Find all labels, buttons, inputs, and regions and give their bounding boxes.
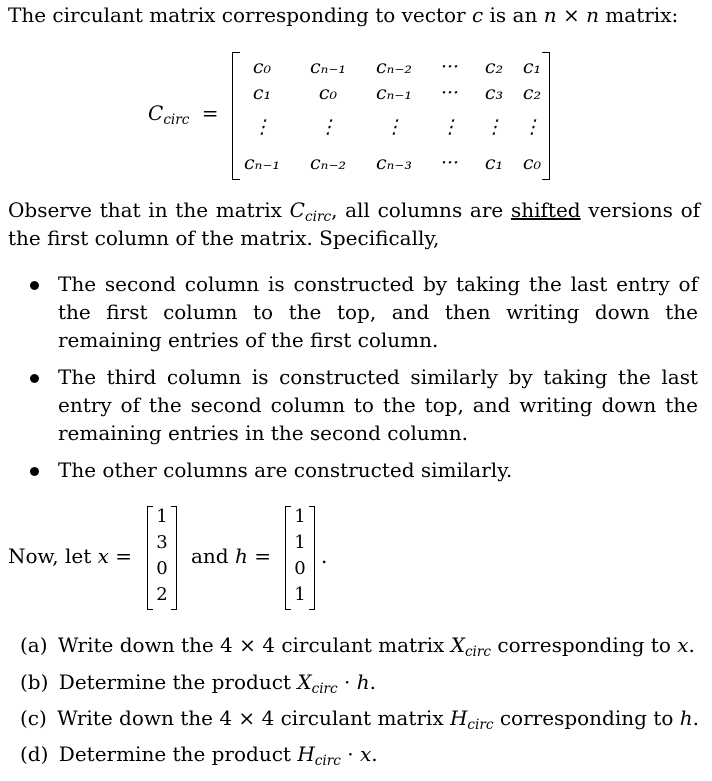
matrix-cell: ⋮ [318,116,338,138]
matrix-cell: ⋮ [522,116,542,138]
question-end: . [369,670,376,694]
matrix-cell: ··· [440,82,460,104]
matrix-lhs-sub: circ [163,112,190,129]
question-label: (a) [20,633,48,657]
question-sub: circ [311,681,338,698]
observe-paragraph [8,196,700,252]
matrix-cell: c₀ [318,82,338,104]
vector-period: . [321,544,328,568]
bullet-item-3: The other columns are constructed similarly. [58,458,513,482]
matrix-cell: c₀ [522,152,542,174]
matrix-cell: cₙ₋₁ [244,152,280,174]
matrix-cell: cₙ₋₂ [376,56,412,78]
question-text-post: · [340,742,360,766]
bullet-dot-3 [30,467,39,476]
question-label: (b) [20,670,49,694]
matrix-cell: cₙ₋₁ [310,56,346,78]
matrix-lhs [148,101,219,129]
matrix-cell: c₃ [484,82,504,104]
matrix-cell: ··· [440,56,460,78]
question-var: x [677,633,689,657]
matrix-cell: c₁ [252,82,272,104]
intro-text-1: The circulant matrix corresponding to vector [8,3,472,27]
question-text-post: corresponding to [493,706,680,730]
question-text-post: corresponding to [491,633,678,657]
question-symbol: X [297,670,312,694]
vector-h-entry: 1 [294,506,306,527]
vector-x-entry: 1 [156,506,168,527]
observe-text-3: versions of the first column of the matrix. Specifically, [8,198,701,250]
vector-h [285,506,315,610]
matrix-cell: ⋮ [384,116,404,138]
vector-x-entry: 0 [156,558,168,579]
question-label: (d) [20,742,49,766]
observe-sym: C [289,198,305,222]
question-symbol: X [450,633,465,657]
vector-h-equals: = [247,544,271,568]
question-sub: circ [464,644,492,661]
matrix-cell: c₂ [522,82,542,104]
question-end: . [371,742,378,766]
matrix-cell: cₙ₋₂ [310,152,346,174]
question-d [20,742,378,770]
now-let-text: Now, let [8,544,98,568]
matrix-left-bracket [232,52,240,180]
matrix-cell: cₙ₋₁ [376,82,412,104]
vector-h-label [191,544,271,568]
question-end: . [692,706,699,730]
vector-h-entry: 1 [294,532,306,553]
vector-x-entry: 3 [156,532,168,553]
question-symbol: H [449,706,468,730]
matrix-cell: ··· [440,152,460,174]
matrix-cell: c₀ [252,56,272,78]
question-b [20,670,376,698]
matrix-cell: c₁ [522,56,542,78]
matrix-cell: ⋮ [484,116,504,138]
observe-text-2: , all columns are [331,198,511,222]
question-text: Determine the product [58,670,298,694]
question-var: h [356,670,370,694]
question-var: h [679,706,693,730]
question-symbol: H [297,742,315,766]
question-sub: circ [314,753,341,770]
vector-x-label [8,544,132,568]
question-var: x [359,742,372,766]
question-text-post: · [337,670,357,694]
bullet-item-1: The second column is constructed by taking the last entry of the first column to the top, and then writing down the remaining entries of the first column. [58,272,698,352]
vector-x-entry: 2 [156,584,168,605]
question-a [20,633,695,661]
vector-h-entry: 0 [294,558,306,579]
matrix-cell: ⋮ [440,116,460,138]
observe-sub: circ [304,209,332,226]
matrix-equals: = [201,101,219,125]
intro-var-c: c [471,3,484,27]
matrix-lhs-symbol: C [148,101,164,125]
observe-underlined: shifted [510,198,581,222]
matrix-cell: c₂ [484,56,504,78]
intro-size: n × n [543,3,599,27]
question-text: Write down the 4 × 4 circulant matrix [57,706,450,730]
vector-h-symbol: h [234,544,248,568]
vector-x-equals: = [108,544,133,568]
question-sub: circ [467,717,494,734]
circulant-matrix [232,52,550,180]
bullet-dot-2 [30,374,39,383]
question-end: . [688,633,695,657]
vector-x [147,506,177,610]
question-c [20,706,699,734]
matrix-cell: ⋮ [252,116,272,138]
question-text: Write down the 4 × 4 circulant matrix [57,633,451,657]
observe-text-1: Observe that in the matrix [8,198,290,222]
bullet-item-2: The third column is constructed similarly by taking the last entry of the second column to the top, and writing down the remaining entries in the second column. [58,365,698,445]
intro-line [8,3,678,27]
matrix-cell: c₁ [484,152,504,174]
and-text: and [191,544,235,568]
question-text: Determine the product [58,742,298,766]
question-label: (c) [20,706,47,730]
intro-text-3: matrix: [598,3,679,27]
vector-x-symbol: x [97,544,109,568]
vector-h-entry: 1 [294,584,306,605]
intro-text-2: is an [483,3,544,27]
matrix-cell: cₙ₋₃ [376,152,412,174]
bullet-dot-1 [30,281,39,290]
matrix-right-bracket [542,52,550,180]
